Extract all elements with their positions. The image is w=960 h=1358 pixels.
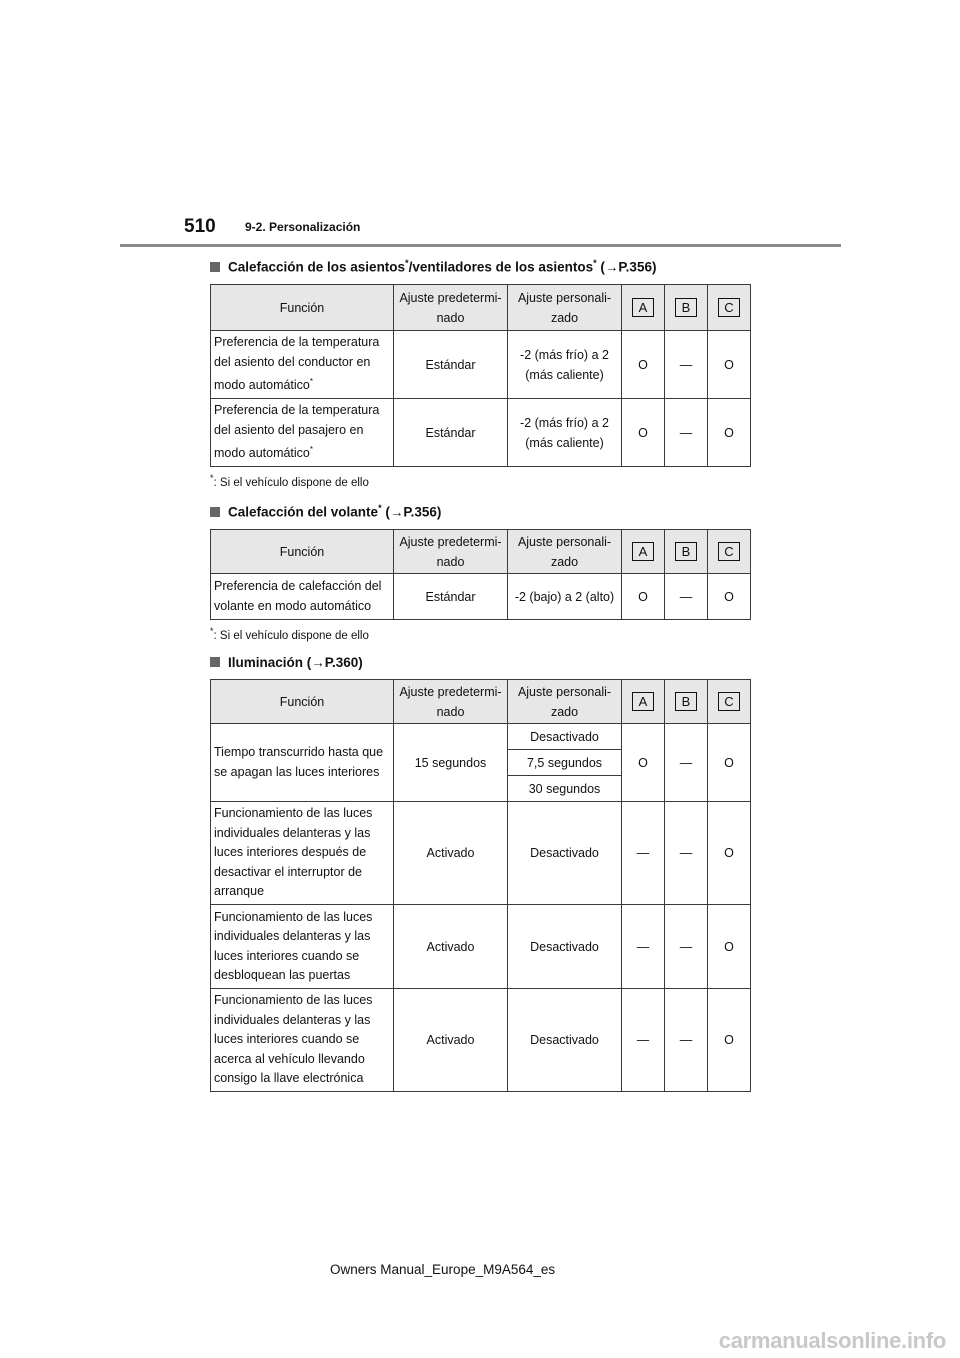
asterisk-mark: *	[309, 445, 314, 455]
letter-a-box: A	[632, 692, 654, 711]
page-reference: (→P.356)	[381, 504, 442, 520]
c-cell: O	[708, 989, 751, 1092]
asterisk-mark: *	[378, 503, 382, 513]
table-header-row	[211, 530, 751, 574]
asterisk-mark: *	[210, 626, 214, 636]
bullet-square-icon	[210, 657, 220, 667]
table-row	[211, 574, 751, 620]
col-default: Ajuste predetermi- nado	[394, 285, 508, 331]
c-cell: O	[708, 399, 751, 467]
col-custom: Ajuste personali- zado	[508, 285, 622, 331]
default-cell: Estándar	[394, 399, 508, 467]
asterisk-mark: *	[210, 473, 214, 483]
col-a	[622, 530, 665, 574]
heading-text: Calefacción de los asientos	[228, 259, 406, 275]
b-cell: —	[665, 989, 708, 1092]
asterisk-mark: *	[405, 258, 409, 268]
custom-cell: -2 (más frío) a 2 (más caliente)	[508, 331, 622, 399]
table-header-row	[211, 285, 751, 331]
function-cell: Preferencia de la temperatura del asiento del conductor en modo automático*	[211, 331, 394, 399]
custom-option-cell: Desactivado	[508, 724, 622, 750]
heading-steering-heater	[210, 503, 441, 520]
table-row	[211, 724, 751, 750]
letter-a-box: A	[632, 542, 654, 561]
custom-cell: -2 (bajo) a 2 (alto)	[508, 574, 622, 620]
function-cell: Funcionamiento de las luces individuales delanteras y las luces interiores después de desactivar el interruptor de arranque	[211, 802, 394, 905]
col-default: Ajuste predetermi- nado	[394, 680, 508, 724]
heading-text: Iluminación	[228, 655, 304, 670]
col-function: Función	[211, 285, 394, 331]
asterisk-mark: *	[593, 258, 597, 268]
b-cell: —	[665, 399, 708, 467]
table-row	[211, 399, 751, 467]
default-cell: Estándar	[394, 331, 508, 399]
c-cell: O	[708, 724, 751, 802]
a-cell: O	[622, 331, 665, 399]
function-cell: Preferencia de calefacción del volante en modo automático	[211, 574, 394, 620]
letter-a-box: A	[632, 298, 654, 317]
watermark: carmanualsonline.info	[718, 1328, 946, 1353]
b-cell: —	[665, 802, 708, 905]
letter-b-box: B	[675, 542, 697, 561]
custom-cell: Desactivado	[508, 802, 622, 905]
col-function: Función	[211, 530, 394, 574]
b-cell: —	[665, 724, 708, 802]
bullet-square-icon	[210, 507, 220, 517]
c-cell: O	[708, 574, 751, 620]
custom-cell: Desactivado	[508, 905, 622, 989]
a-cell: —	[622, 905, 665, 989]
bullet-square-icon	[210, 262, 220, 272]
steering-heater-table	[210, 529, 751, 620]
asterisk-mark: *	[309, 377, 314, 387]
col-custom: Ajuste personali- zado	[508, 680, 622, 724]
col-a	[622, 680, 665, 724]
page-reference: (→P.360)	[303, 655, 363, 670]
b-cell: —	[665, 331, 708, 399]
heading-lighting	[210, 655, 363, 670]
default-cell: Activado	[394, 802, 508, 905]
section-title: 9-2. Personalización	[245, 220, 361, 234]
a-cell: O	[622, 574, 665, 620]
page-number: 510	[184, 216, 216, 237]
col-c	[708, 530, 751, 574]
table-row	[211, 905, 751, 989]
default-cell: Activado	[394, 905, 508, 989]
c-cell: O	[708, 905, 751, 989]
letter-b-box: B	[675, 298, 697, 317]
default-cell: Estándar	[394, 574, 508, 620]
heading-seat-heating	[210, 258, 656, 275]
function-cell: Tiempo transcurrido hasta que se apagan las luces interiores	[211, 724, 394, 802]
letter-c-box: C	[718, 298, 740, 317]
col-a	[622, 285, 665, 331]
custom-option-cell: 30 segundos	[508, 776, 622, 802]
default-cell: Activado	[394, 989, 508, 1092]
page-reference: (→P.356)	[596, 259, 657, 275]
custom-option-cell: 7,5 segundos	[508, 750, 622, 776]
letter-c-box: C	[718, 542, 740, 561]
seat-heating-table	[210, 284, 751, 467]
default-cell: 15 segundos	[394, 724, 508, 802]
col-b	[665, 680, 708, 724]
col-b	[665, 530, 708, 574]
footnote: *: Si el vehículo dispone de ello	[210, 626, 369, 642]
header-divider	[120, 244, 841, 247]
a-cell: O	[622, 724, 665, 802]
a-cell: —	[622, 802, 665, 905]
heading-text: Calefacción del volante	[228, 504, 379, 520]
col-b	[665, 285, 708, 331]
col-custom: Ajuste personali- zado	[508, 530, 622, 574]
col-c	[708, 680, 751, 724]
letter-b-box: B	[675, 692, 697, 711]
custom-cell: Desactivado	[508, 989, 622, 1092]
col-function: Función	[211, 680, 394, 724]
col-c	[708, 285, 751, 331]
a-cell: O	[622, 399, 665, 467]
function-cell: Preferencia de la temperatura del asiento del pasajero en modo automático*	[211, 399, 394, 467]
a-cell: —	[622, 989, 665, 1092]
function-cell: Funcionamiento de las luces individuales delanteras y las luces interiores cuando se acerca al vehículo llevando consigo la llave electrónica	[211, 989, 394, 1092]
c-cell: O	[708, 802, 751, 905]
letter-c-box: C	[718, 692, 740, 711]
heading-text-2: /ventiladores de los asientos	[408, 259, 594, 275]
b-cell: —	[665, 905, 708, 989]
lighting-table	[210, 679, 751, 1092]
b-cell: —	[665, 574, 708, 620]
table-header-row	[211, 680, 751, 724]
function-cell: Funcionamiento de las luces individuales delanteras y las luces interiores cuando se desbloquean las puertas	[211, 905, 394, 989]
c-cell: O	[708, 331, 751, 399]
table-row	[211, 989, 751, 1092]
footnote: *: Si el vehículo dispone de ello	[210, 473, 369, 489]
custom-cell: -2 (más frío) a 2 (más caliente)	[508, 399, 622, 467]
document-footer: Owners Manual_Europe_M9A564_es	[330, 1262, 556, 1277]
table-row	[211, 802, 751, 905]
table-row	[211, 331, 751, 399]
col-default: Ajuste predetermi- nado	[394, 530, 508, 574]
